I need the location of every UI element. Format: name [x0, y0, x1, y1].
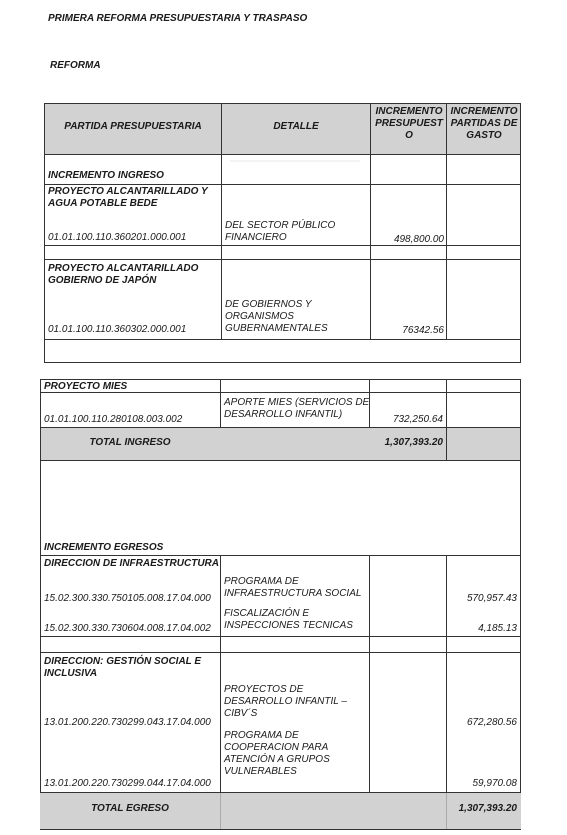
- total-egreso-amount: 1,307,393.20: [458, 803, 517, 814]
- bede-project: PROYECTO ALCANTARILLADO Y AGUA POTABLE BEDE: [48, 186, 208, 209]
- total-ingreso-amount: 1,307,393.20: [384, 437, 443, 448]
- section-subtitle: REFORMA: [50, 60, 101, 71]
- social-direction: DIRECCION: GESTIÓN SOCIAL E INCLUSIVA: [44, 656, 202, 679]
- ingreso-section-label: INCREMENTO INGRESO: [48, 170, 164, 181]
- total-egreso-label: TOTAL EGRESO: [91, 803, 169, 814]
- infra-row1-code: 15.02.300.330.750105.008.17.04.000: [44, 593, 211, 604]
- japon-code: 01.01.100.110.360302.000.001: [48, 324, 187, 335]
- header-detalle: DETALLE: [273, 121, 319, 132]
- japon-amount: 76342.56: [402, 325, 444, 336]
- total-ingreso-label: TOTAL INGRESO: [89, 437, 171, 448]
- japon-detail: DE GOBIERNOS Y ORGANISMOS GUBERNAMENTALES: [225, 299, 328, 334]
- infra-row2-code: 15.02.300.330.730604.008.17.04.002: [44, 623, 211, 634]
- infra-row1-detail: PROGRAMA DE INFRAESTRUCTURA SOCIAL: [224, 576, 362, 599]
- social-row1-code: 13.01.200.220.730299.043.17.04.000: [44, 717, 211, 728]
- egreso-section-label: INCREMENTO EGRESOS: [44, 542, 164, 553]
- mies-project: PROYECTO MIES: [44, 381, 128, 392]
- bede-code: 01.01.100.110.360201.000.001: [48, 232, 187, 243]
- social-row2-amount: 59,970.08: [472, 778, 517, 789]
- infra-direction: DIRECCION DE INFRAESTRUCTURA: [44, 558, 219, 569]
- header-incremento-presupuesto: INCREMENTO PRESUPUEST O: [375, 106, 443, 141]
- social-row2-code: 13.01.200.220.730299.044.17.04.000: [44, 778, 211, 789]
- japon-project: PROYECTO ALCANTARILLADO GOBIERNO DE JAPÓN: [48, 263, 199, 286]
- header-incremento-partidas: INCREMENTO PARTIDAS DE GASTO: [450, 106, 518, 141]
- social-row1-amount: 672,280.56: [466, 717, 517, 728]
- infra-row2-detail: FISCALIZACIÓN E INSPECCIONES TECNICAS: [224, 608, 353, 631]
- social-row1-detail: PROYECTOS DE DESARROLLO INFANTIL – CIBV´S: [224, 684, 347, 719]
- mies-amount: 732,250.64: [392, 414, 443, 425]
- document-title: PRIMERA REFORMA PRESUPUESTARIA Y TRASPASO: [48, 13, 308, 24]
- mies-code: 01.01.100.110.280108.003.002: [44, 414, 183, 425]
- social-row2-detail: PROGRAMA DE COOPERACION PARA ATENCIÓN A GRUPOS VULNERABLES: [224, 730, 330, 777]
- header-partida: PARTIDA PRESUPUESTARIA: [64, 121, 202, 132]
- infra-row1-amount: 570,957.43: [466, 593, 517, 604]
- bede-detail: DEL SECTOR PÚBLICO FINANCIERO: [225, 220, 336, 243]
- infra-row2-amount: 4,185.13: [478, 623, 517, 634]
- mies-detail: APORTE MIES (SERVICIOS DE DESARROLLO INFANTIL): [224, 397, 370, 420]
- bede-amount: 498,800.00: [393, 234, 444, 245]
